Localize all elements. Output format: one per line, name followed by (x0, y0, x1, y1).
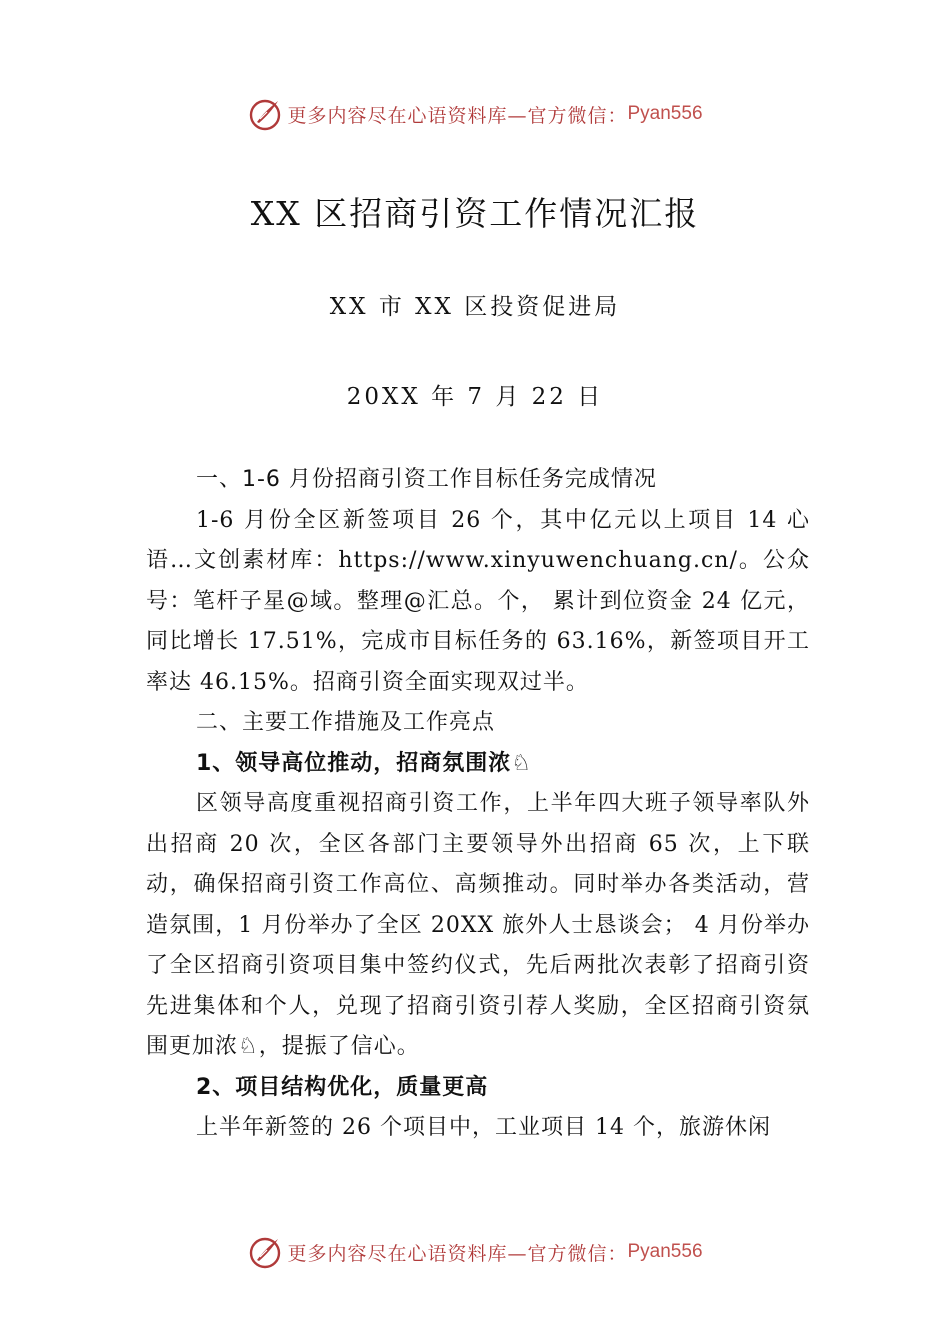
section-2-paragraph-2: 上半年新签的 26 个项目中，工业项目 14 个，旅游休闲 (196, 1115, 771, 1140)
section-2-heading: 二、主要工作措施及工作亮点 (196, 710, 496, 735)
quill-seal-icon (247, 96, 283, 132)
banner-wechat-id: Pyan556 (627, 1241, 703, 1262)
banner-wechat-id: Pyan556 (627, 103, 703, 124)
banner-text: 更多内容尽在心语资料库—官方微信： (287, 1242, 628, 1265)
footer-watermark-banner (0, 1232, 950, 1272)
section-1-heading: 一、1-6 月份招商引资工作目标任务完成情况 (196, 467, 657, 492)
section-2-subheading-2: 2、项目结构优化，质量更高 (196, 1074, 489, 1100)
section-1-paragraph: 1-6 月份全区新签项目 26 个，其中亿元以上项目 14 心语…文创素材库：https://www.xinyuwenchuang.cn/。公众号：笔杆子星@域。整理@汇总。个， 累计到位资金 24 亿元，同比增长 17.51%，完成市目标任务的 63.16%，新签项目开工率达 46.15%。招商引资全面实现双过半。 (146, 507, 810, 695)
section-2-paragraph-1: 区领导高度重视招商引资工作，上半年四大班子领导率队外出招商 20 次，全区各部门主要领导外出招商 65 次，上下联动，确保招商引资工作高位、高频推动。同时举办各类活动，营造氛围，1 月份举办了全区 20XX 旅外人士恳谈会； 4 月份举办了全区招商引资项目集中签约仪式，先后两批次表彰了招商引资先进集体和个人，兑现了招商引资引荐人奖励，全区招商引资氛围更加浓♘，提振了信心。 (146, 791, 810, 1059)
document-title: XX 区招商引资工作情况汇报 (250, 194, 700, 233)
document-date: 20XX 年 7 月 22 日 (346, 384, 604, 410)
quill-seal-icon (247, 1234, 283, 1270)
header-watermark-banner (0, 94, 950, 134)
document-body (146, 460, 810, 1149)
banner-text: 更多内容尽在心语资料库—官方微信： (287, 104, 628, 127)
document-organization: XX 市 XX 区投资促进局 (329, 294, 621, 320)
section-2-subheading-1: 1、领导高位推动，招商氛围浓♘ (196, 750, 533, 776)
